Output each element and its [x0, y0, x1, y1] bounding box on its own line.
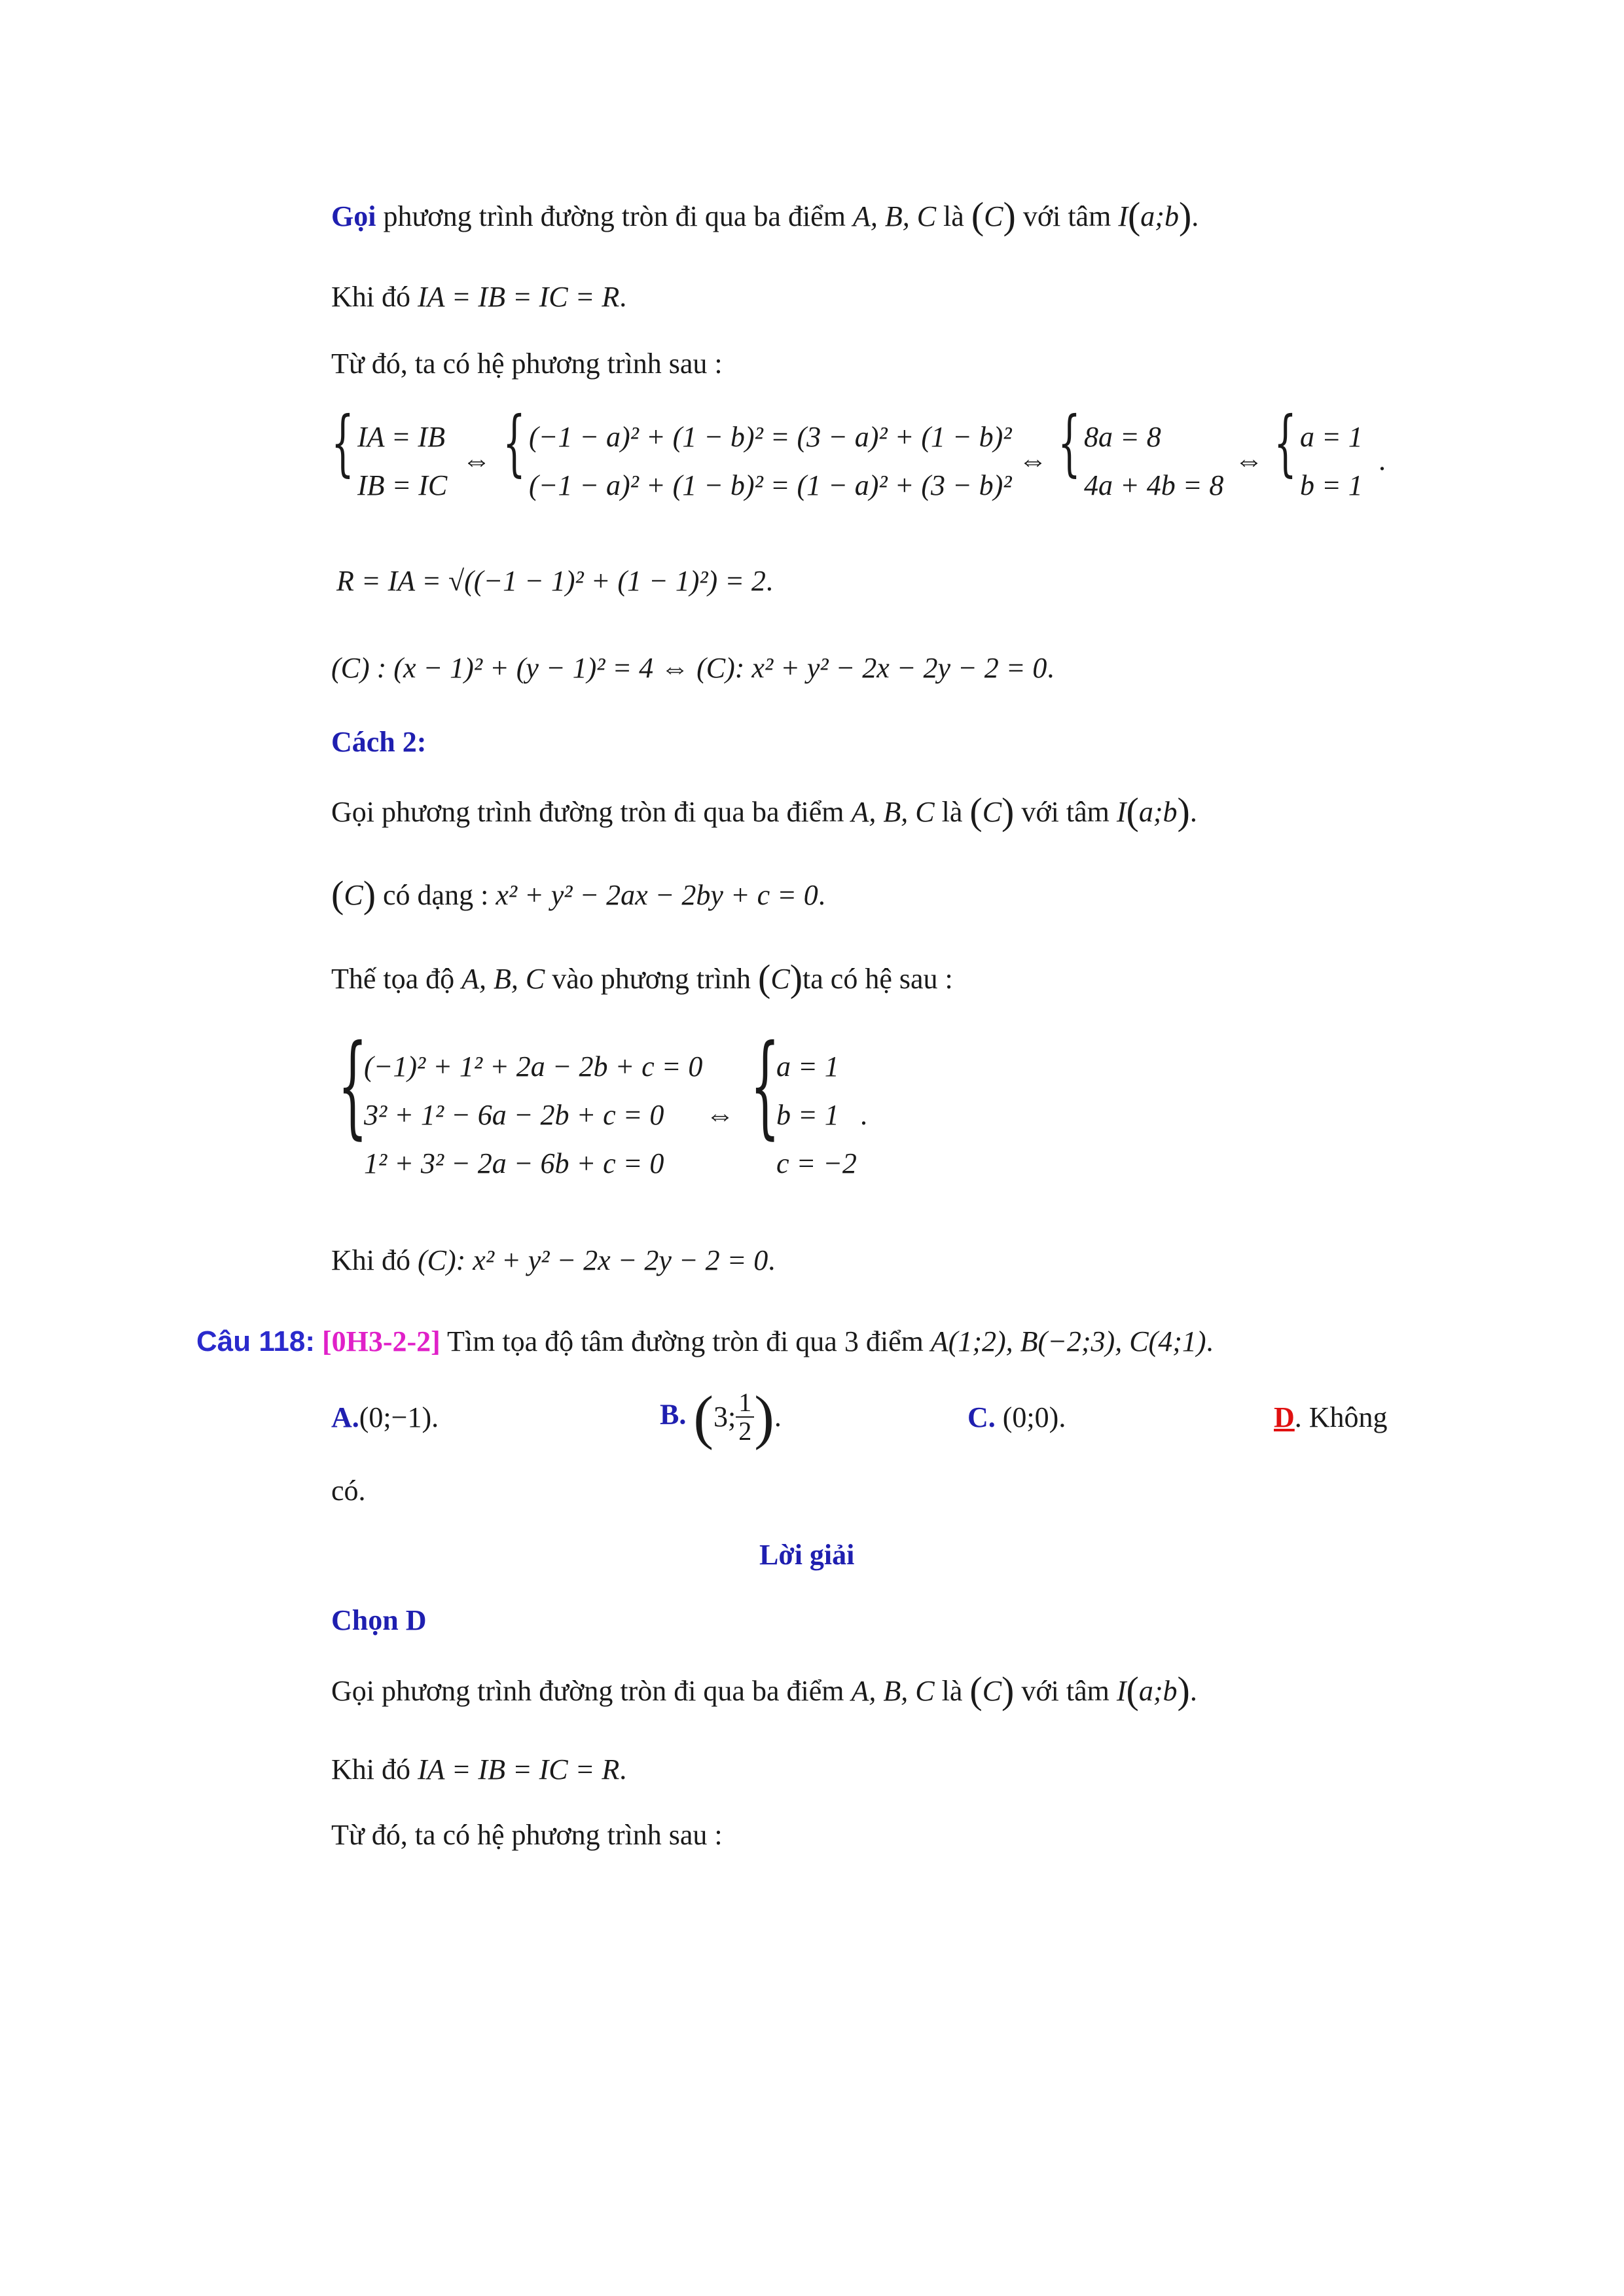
option-b: B. (3; $\frac{1}{2}$ ). [660, 1384, 782, 1450]
radius-line: R = IA = √((−1 − 1)² + (1 − 1)²) = 2. [336, 565, 773, 597]
question-points: A(1;2), B(−2;3), C(4;1) [930, 1325, 1206, 1357]
khi-do-line: Khi đó IA = IB = IC = R. [331, 281, 627, 313]
question-tag: [0H3-2-2] [321, 1325, 441, 1357]
solution-tu-do-line: Từ đó, ta có hệ phương trình sau : [331, 1819, 723, 1851]
intro-line: Gọi phương trình đường tròn đi qua ba điểm A, B, C là (C) với tâm I(a;b). [331, 194, 1199, 237]
question-text: Tìm tọa độ tâm đường tròn đi qua 3 điểm [440, 1325, 931, 1357]
solution-khi-do-line: Khi đó IA = IB = IC = R. [331, 1753, 627, 1785]
option-a: A.(0;−1). [331, 1401, 439, 1433]
substitute-line: Thế tọa độ A, B, C vào phương trình (C)ta có hệ sau : [331, 957, 953, 999]
option-d-continued: có. [331, 1475, 366, 1507]
goi-label: Gọi [331, 200, 376, 232]
result-line: Khi đó (C): x² + y² − 2x − 2y − 2 = 0. [331, 1244, 776, 1276]
solution-heading: Lời giải [759, 1539, 855, 1571]
equation-system-2: { (−1)² + 1² + 2a − 2b + c = 0 3² + 1² − 6a − 2b + c = 0 1² + 3² − 2a − 6b + c = 0 ⇔ { a = 1 b = 1 c = −2 . [338, 1021, 867, 1179]
circle-equation-line: (C) : (x − 1)² + (y − 1)² = 4 ⇔ (C): x² + y² − 2x − 2y − 2 = 0. [331, 652, 1055, 684]
cach2-intro-line: Gọi phương trình đường tròn đi qua ba điểm A, B, C là (C) với tâm I(a;b). [331, 790, 1197, 833]
equation-system-1: { IA = IB IB = IC ⇔ { (−1 − a)² + (1 − b)² = (3 − a)² + (1 − b)² (−1 − a)² + (1 − b)² = (1 − a)² + (3 − b)² ⇔ { 8a = 8 4a + 4b = 8 ⇔ { a = 1 b = 1 . [331, 401, 1386, 501]
fraction-one-half: $\frac{1}{2}$ [736, 1389, 754, 1445]
option-c: C. (0;0). [967, 1401, 1066, 1433]
solution-intro-line: Gọi phương trình đường tròn đi qua ba điểm A, B, C là (C) với tâm I(a;b). [331, 1669, 1197, 1712]
question-118: Câu 118: [0H3-2-2] Tìm tọa độ tâm đường tròn đi qua 3 điểm A(1;2), B(−2;3), C(4;1). [196, 1325, 1214, 1357]
general-form-line: (C) có dạng : x² + y² − 2ax − 2by + c = 0. [331, 873, 825, 916]
question-number: Câu 118: [196, 1325, 315, 1357]
brace-left: { [331, 401, 354, 484]
cach2-heading: Cách 2: [331, 726, 427, 758]
option-d: D. Không [1274, 1401, 1388, 1433]
correct-answer-marker: D [1274, 1401, 1295, 1433]
tu-do-line: Từ đó, ta có hệ phương trình sau : [331, 348, 723, 380]
choice-label: Chọn D [331, 1604, 427, 1636]
